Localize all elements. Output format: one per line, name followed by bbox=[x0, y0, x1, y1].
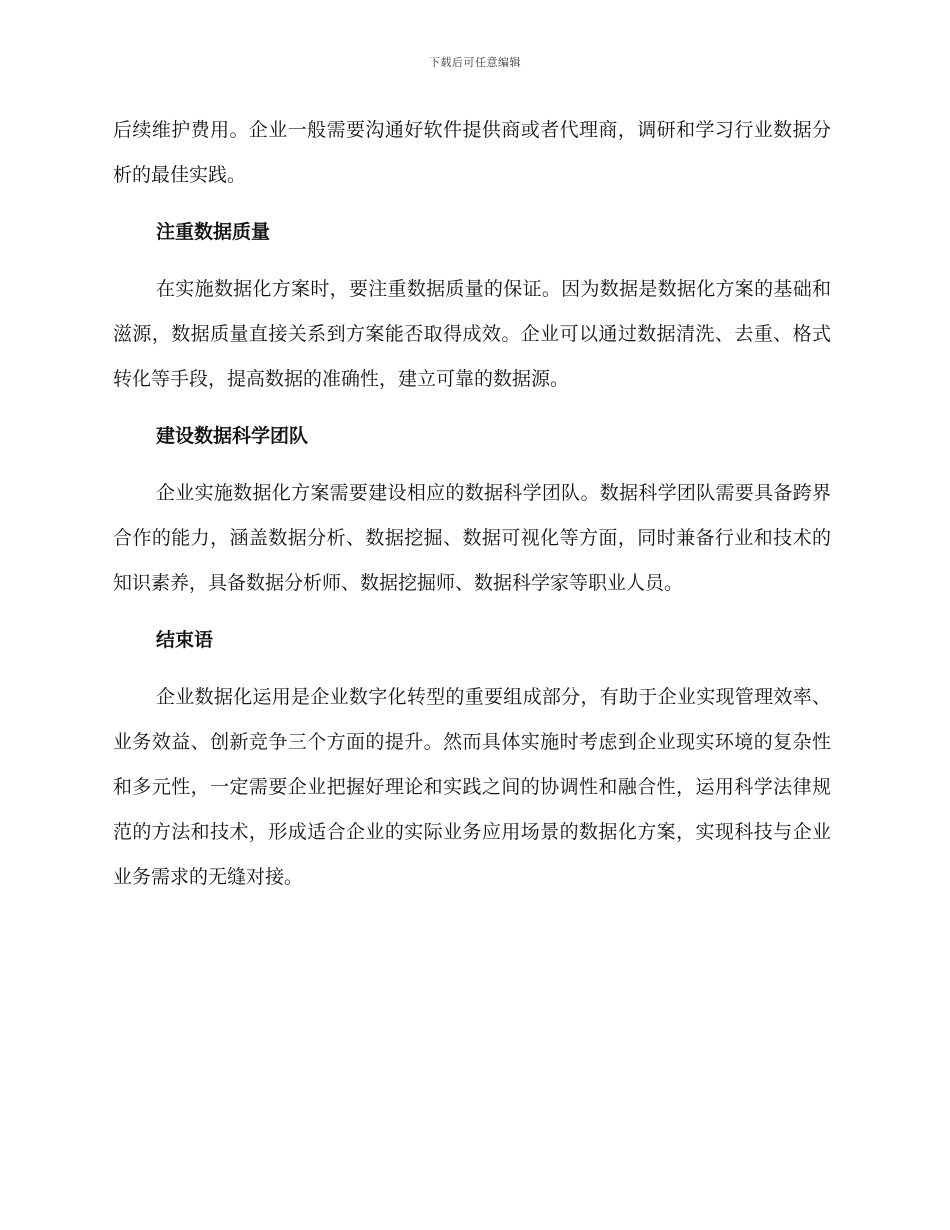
page-header-note: 下载后可任意编辑 bbox=[429, 56, 521, 69]
section-heading-data-quality: 注重数据质量 bbox=[156, 221, 271, 243]
paragraph-conclusion: 企业数据化运用是企业数字化转型的重要组成部分，有助于企业实现管理效率、业务效益、创新竞争三个方面的提升。然而具体实施时考虑到企业现实环境的复杂性和多元性，一定需要企业把握好理论和实践之间的协调性和融合性，运用科学法律规范的方法和技术，形成适合企业的实际业务应用场景的数据化方案，实现科技与企业业务需求的无缝对接。 bbox=[113, 686, 831, 888]
paragraph-data-quality: 在实施数据化方案时，要注重数据质量的保证。因为数据是数据化方案的基础和滋源，数据质量直接关系到方案能否取得成效。企业可以通过数据清洗、去重、格式转化等手段，提高数据的准确性，建立可靠的数据源。 bbox=[113, 278, 831, 390]
paragraph-data-science-team: 企业实施数据化方案需要建设相应的数据科学团队。数据科学团队需要具备跨界合作的能力，涵盖数据分析、数据挖掘、数据可视化等方面，同时兼备行业和技术的知识素养，具备数据分析师、数据挖掘师、数据科学家等职业人员。 bbox=[113, 482, 831, 594]
document-body bbox=[113, 108, 831, 900]
section-heading-data-science-team: 建设数据科学团队 bbox=[156, 425, 309, 447]
paragraph-continued: 后续维护费用。企业一般需要沟通好软件提供商或者代理商，调研和学习行业数据分析的最佳实践。 bbox=[113, 119, 831, 186]
section-heading-conclusion: 结束语 bbox=[156, 629, 214, 651]
